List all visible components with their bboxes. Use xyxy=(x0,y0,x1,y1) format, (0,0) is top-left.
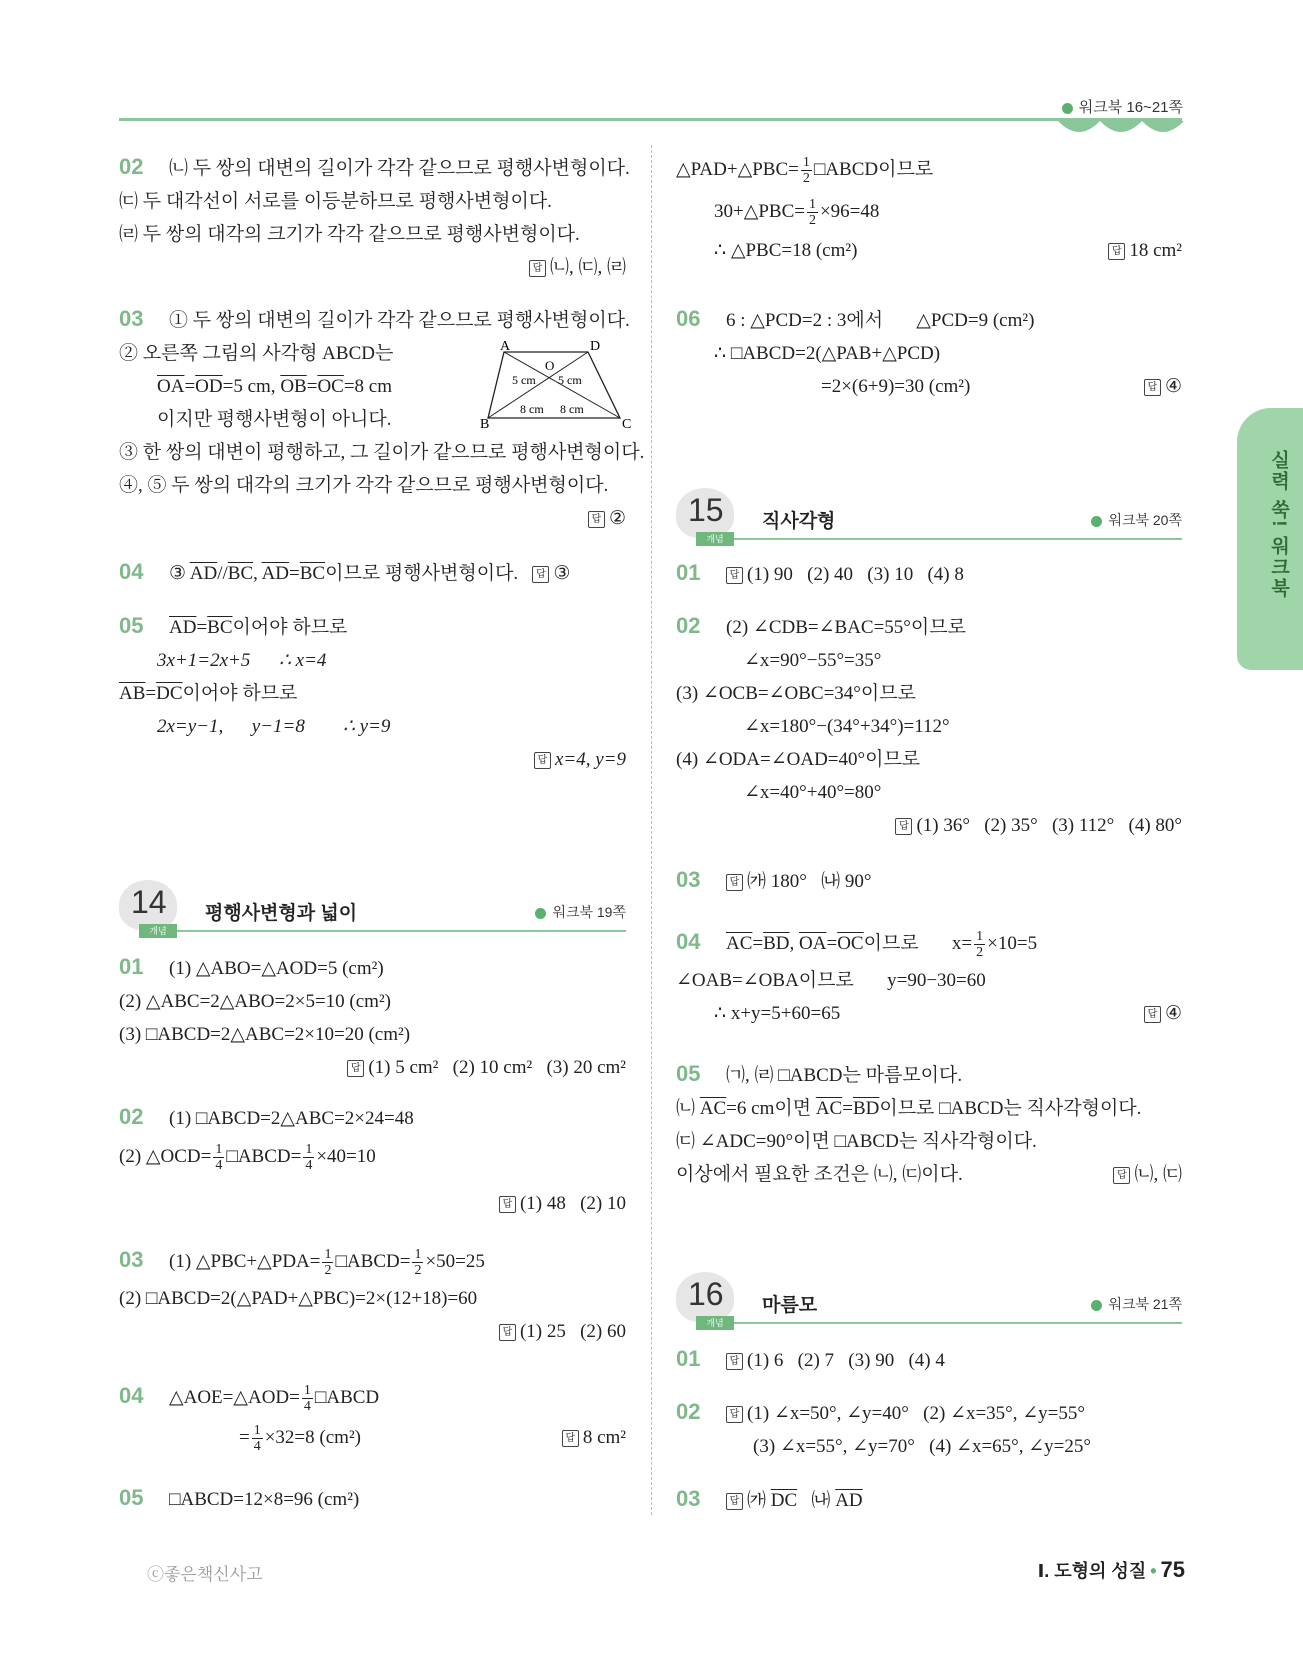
rhombus-question-01: 01 답 (1) 6 (2) 7 (3) 90 (4) 4 xyxy=(676,1346,945,1371)
fraction: $\frac{1}{4}$ xyxy=(253,1423,261,1455)
label-d: D xyxy=(590,339,601,354)
fraction: $\frac{1}{4}$ xyxy=(215,1142,223,1174)
answer-icon: 답 xyxy=(726,1406,743,1423)
fraction: $\frac{1}{2}$ xyxy=(324,1247,332,1279)
concept-tag: 개념 xyxy=(139,924,177,938)
rect-question-05: 05 ㈀, ㈃ □ABCD는 마름모이다. ㈁ $\overline{AC}=6$ cm이면 $\overline{AC}=\overline{BD}$이므로 □ABCD는 직사각형이다. ㈂ ∠ADC=90°이면 □ABCD는 직사각형이다. 이상에서 필요한 조건은 ㈁, ㈂이다. 답 ㈁, ㈂ xyxy=(676,1061,1182,1185)
dot-icon xyxy=(535,908,546,919)
question-03: 03 (1) △PBC+△PDA= $\frac{1}{2}$ □ABCD= $\frac{1}{2}$ ×50=25 (2) □ABCD=2(△PAD+△PBC)=2×(12+18)=60 답 (1) 25 (2) 60 xyxy=(119,1247,626,1342)
section-title: 평행사변형과 넓이 xyxy=(205,903,358,924)
rect-question-03: 03 답 ㈎ 180° ㈏ 90° xyxy=(676,867,872,892)
dot-icon xyxy=(1062,103,1073,114)
rhombus-question-02: 02 답 (1) ∠x=50°, ∠y=40° (2) ∠x=35°, ∠y=55° (3) ∠x=55°, ∠y=70° (4) ∠x=65°, ∠y=25° xyxy=(676,1399,1091,1457)
answer-icon: 답 xyxy=(726,567,743,584)
question-05: 05 □ABCD=12×8=96 (cm²) xyxy=(119,1485,360,1510)
label-b: B xyxy=(480,417,490,432)
answer-icon: 답 xyxy=(1113,1167,1130,1184)
label-a: A xyxy=(500,339,511,354)
concept-tag: 개념 xyxy=(696,532,734,546)
section-number: 14 xyxy=(131,884,167,920)
publisher: ⓒ좋은책신사고 xyxy=(147,1565,263,1584)
answer-icon: 답 xyxy=(532,566,549,583)
question-01: 01 (1) △ABO=△AOD=5 (cm²) (2) △ABC=2△ABO=2×5=10 (cm²) (3) □ABCD=2△ABC=2×10=20 (cm²) 답 (1) 5 cm² (2) 10 cm² (3) 20 cm² xyxy=(119,954,626,1078)
label-c: C xyxy=(622,417,632,432)
section-15-header xyxy=(676,488,1182,548)
column-separator xyxy=(651,145,652,1515)
continued-05: △PAD+△PBC= $\frac{1}{2}$ □ABCD이므로 30+△PBC= $\frac{1}{2}$ ×96=48 ∴ △PBC=18 (cm²) 답 18 cm² xyxy=(676,155,1182,261)
question-02: 02 (1) □ABCD=2△ABC=2×24=48 (2) △OCD= $\frac{1}{4}$ □ABCD= $\frac{1}{4}$ ×40=10 답 (1) 48 (2) 10 xyxy=(119,1104,626,1214)
section-number: 15 xyxy=(688,492,724,528)
page-footer: Ⅰ. 도형의 성질 • 75 xyxy=(1037,1557,1185,1582)
answer-icon: 답 xyxy=(1108,243,1125,260)
answer-icon: 답 xyxy=(1144,1006,1161,1023)
seg-od: 5 cm xyxy=(558,373,582,387)
problem-06: 06 6 : △PCD=2 : 3에서 △PCD=9 (cm²) ∴ □ABCD=2(△PAB+△PCD) =2×(6+9)=30 (cm²) 답 ④ xyxy=(676,306,1182,397)
answer-icon: 답 xyxy=(529,260,546,277)
header-rule xyxy=(119,118,1182,121)
question-04: 04 △AOE=△AOD= $\frac{1}{4}$ □ABCD = $\frac{1}{4}$ ×32=8 (cm²) 답 8 cm² xyxy=(119,1383,626,1455)
answer-icon: 답 xyxy=(499,1196,516,1213)
side-tab-label: 실력 쑥! 워크북 xyxy=(1268,450,1289,599)
seg-oc: 8 cm xyxy=(560,402,584,416)
problem-03: 03 ① 두 쌍의 대변의 길이가 각각 같으므로 평행사변형이다. ② 오른쪽 그림의 사각형 ABCD는 $\overline{OA}=\overline{OD}=5$ cm, $\overline{OB}=\overline{OC}=8$ cm 이지만 평행사변형이 아니다. ③ 한 쌍의 대변이 평행하고, 그 길이가 같으므로 평행사변형이다. ④, ⑤ 두 쌍의 대각의 크기가 각각 같으므로 평행사변형이다. 답 ② xyxy=(119,306,645,529)
fraction: $\frac{1}{2}$ xyxy=(808,197,816,229)
section-14-header xyxy=(119,880,626,940)
fraction: $\frac{1}{4}$ xyxy=(305,1142,313,1174)
answer-icon: 답 xyxy=(1144,379,1161,396)
answer-icon: 답 xyxy=(499,1324,516,1341)
workbook-ref: 워크북 16~21쪽 xyxy=(1062,96,1183,117)
rect-question-02: 02 (2) ∠CDB=∠BAC=55°이므로 ∠x=90°−55°=35° (3) ∠OCB=∠OBC=34°이므로 ∠x=180°−(34°+34°)=112° (4) ∠ODA=∠OAD=40°이므로 ∠x=40°+40°=80° 답 (1) 36° (2) 35° (3) 112° (4) 80° xyxy=(676,613,1182,836)
section-workbook-ref: 워크북 20쪽 xyxy=(1091,510,1182,530)
answer-icon: 답 xyxy=(895,818,912,835)
fraction: $\frac{1}{2}$ xyxy=(802,155,810,187)
fraction: $\frac{1}{2}$ xyxy=(414,1247,422,1279)
section-16-header xyxy=(676,1272,1182,1332)
answer-icon: 답 xyxy=(726,1353,743,1370)
section-title: 직사각형 xyxy=(762,511,836,532)
answer-icon: 답 xyxy=(588,511,605,528)
answer-icon: 답 xyxy=(347,1060,364,1077)
trapezoid-figure xyxy=(482,340,630,430)
chapter-title: Ⅰ. 도형의 성질 xyxy=(1037,1561,1147,1581)
section-number: 16 xyxy=(688,1276,724,1312)
concept-tag: 개념 xyxy=(696,1316,734,1330)
rhombus-question-03: 03 답 ㈎ $\overline{DC}$ ㈏ $\overline{AD}$ xyxy=(676,1486,863,1511)
fraction: $\frac{1}{4}$ xyxy=(303,1383,311,1415)
answer-icon: 답 xyxy=(726,874,743,891)
dot-icon xyxy=(1091,1300,1102,1311)
problem-05: 05 $\overline{AD}=\overline{BC}$이어야 하므로 3x+1=2x+5 ∴ x=4 $\overline{AB}=\overline{DC}$이어야 하므로 2x=y−1, y−1=8 ∴ y=9 답 x=4, y=9 xyxy=(119,613,626,770)
answer-icon: 답 xyxy=(534,752,551,769)
answer-icon: 답 xyxy=(562,1430,579,1447)
section-workbook-ref: 워크북 21쪽 xyxy=(1091,1294,1182,1314)
section-title: 마름모 xyxy=(762,1295,818,1316)
seg-ob: 8 cm xyxy=(520,402,544,416)
dot-icon xyxy=(1091,516,1102,527)
problem-04: 04 ③ $\overline{AD}//\overline{BC}$, $\overline{AD}=\overline{BC}$이므로 평행사변형이다. 답 ③ xyxy=(119,559,571,584)
problem-02: 02 ㈁ 두 쌍의 대변의 길이가 각각 같으므로 평행사변형이다. ㈂ 두 대각선이 서로를 이등분하므로 평행사변형이다. ㈃ 두 쌍의 대각의 크기가 각각 같으므로 평행사변형이다. 답 ㈁, ㈂, ㈃ xyxy=(119,154,630,278)
rect-question-04: 04 $\overline{AC}=\overline{BD}$, $\overline{OA}=\overline{OC}$이므로 x= $\frac{1}{2}$ ×10=5 ∠OAB=∠OBA이므로 y=90−30=60 ∴ x+y=5+60=65 답 ④ xyxy=(676,929,1182,1024)
fraction: $\frac{1}{2}$ xyxy=(976,929,984,961)
header-scallop xyxy=(1058,121,1184,139)
answer-icon: 답 xyxy=(726,1493,743,1510)
label-o: O xyxy=(545,358,555,373)
section-workbook-ref: 워크북 19쪽 xyxy=(535,902,626,922)
page-number: 75 xyxy=(1160,1557,1185,1582)
seg-oa: 5 cm xyxy=(512,373,536,387)
rect-question-01: 01 답 (1) 90 (2) 40 (3) 10 (4) 8 xyxy=(676,560,964,585)
